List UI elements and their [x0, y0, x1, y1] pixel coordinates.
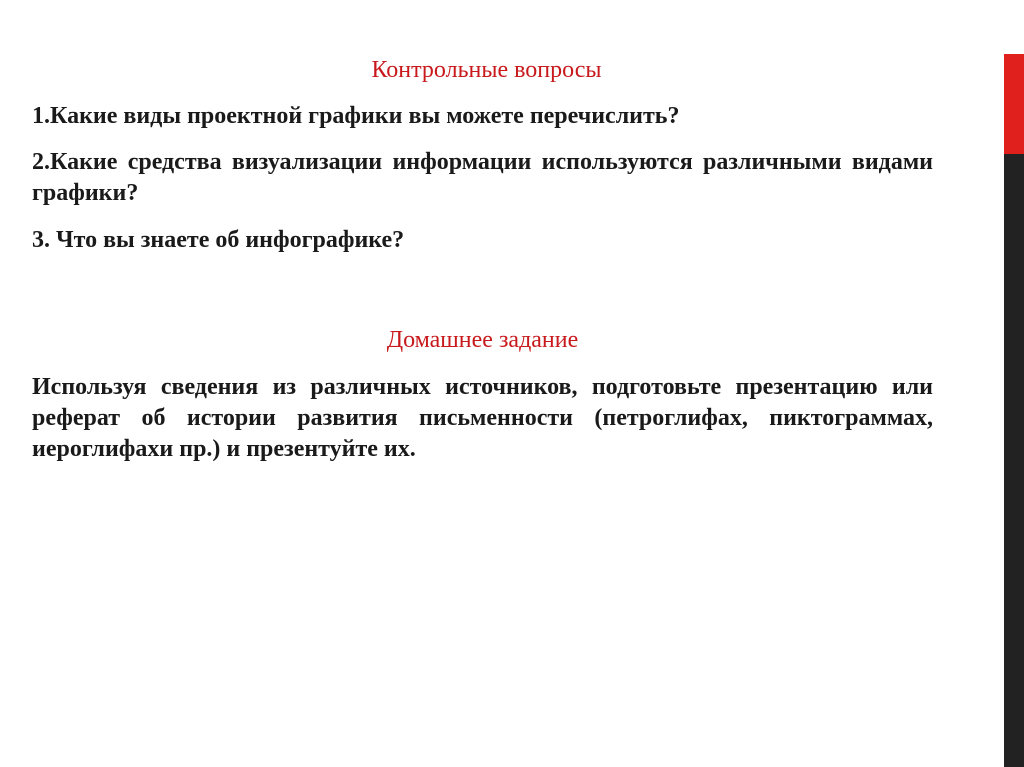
question-2: 2.Какие средства визуализации информации используются различными видами графики? [32, 149, 933, 206]
accent-bar-red [1004, 54, 1024, 154]
questions-heading: Контрольные вопросы [371, 57, 602, 83]
question-1: 1.Какие виды проектной графики вы можете перечислить? [32, 103, 680, 129]
question-3: 3. Что вы знаете об инфографике? [32, 227, 405, 253]
accent-bar-dark [1004, 154, 1024, 767]
homework-heading: Домашнее задание [386, 327, 579, 353]
homework-text: Используя сведения из различных источников, подготовьте презентацию или реферат об истории развития письменности (петроглифах, пиктограммах, иероглифахи пр.) и презентуйте их. [32, 374, 933, 462]
slide-content [32, 55, 933, 465]
